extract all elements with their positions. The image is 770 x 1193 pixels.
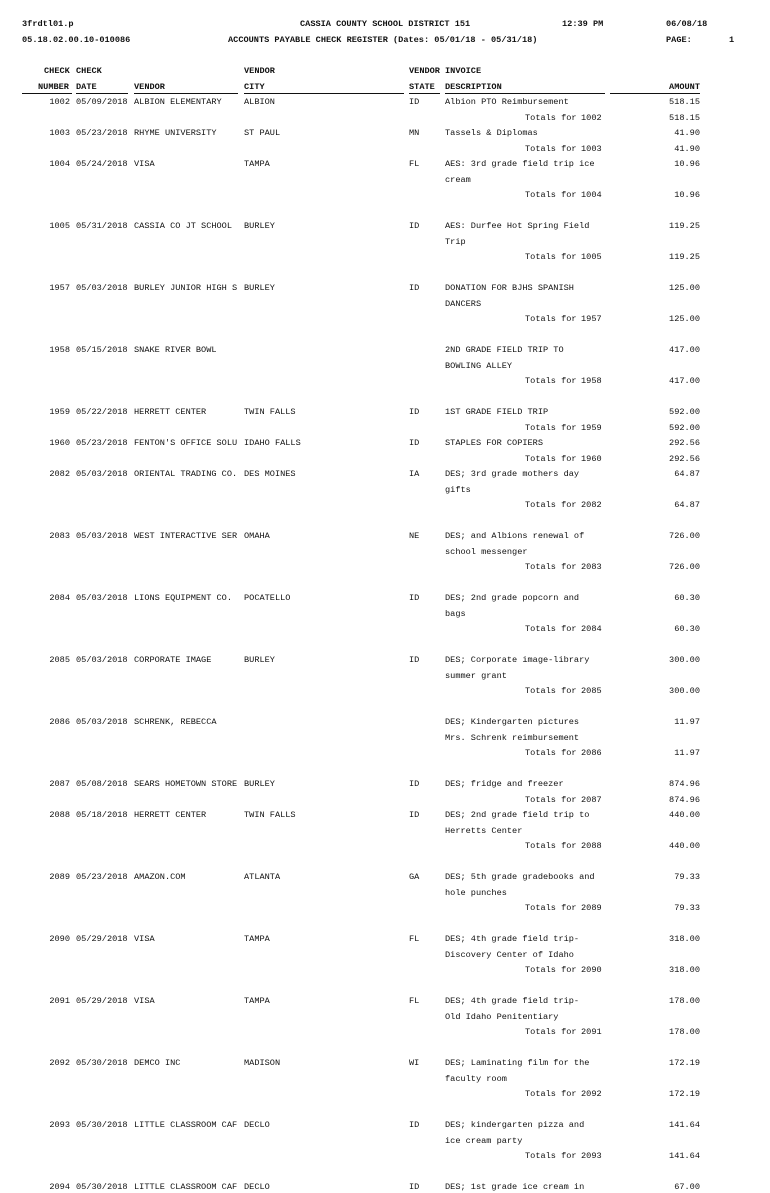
check-total: 318.00 — [669, 965, 700, 975]
check-date: 05/30/2018 — [76, 1182, 128, 1192]
vendor-state: GA — [409, 872, 420, 882]
check-amount: 178.00 — [669, 996, 700, 1006]
check-amount: 417.00 — [669, 345, 700, 355]
vendor-state: ID — [409, 438, 420, 448]
col-vendor: VENDOR — [134, 82, 165, 92]
check-number: 1004 — [49, 159, 70, 169]
invoice-description: gifts — [445, 484, 471, 495]
page-number: 1 — [729, 35, 735, 45]
check-total: 10.96 — [674, 190, 700, 200]
invoice-description: DES; 5th grade gradebooks and — [445, 872, 595, 882]
invoice-description: DES; 2nd grade field trip to — [445, 810, 590, 820]
check-date: 05/03/2018 — [76, 593, 128, 603]
check-total: 874.96 — [669, 794, 700, 805]
check-date: 05/03/2018 — [76, 283, 128, 293]
report-time: 12:39 PM — [562, 19, 604, 29]
invoice-description: DES; kindergarten pizza and — [445, 1120, 585, 1130]
vendor-state: ID — [409, 221, 420, 231]
check-total: 440.00 — [669, 841, 700, 851]
vendor-state: ID — [409, 1182, 420, 1192]
vendor-name: CASSIA CO JT SCHOOL — [134, 221, 232, 231]
check-number: 1002 — [49, 97, 70, 107]
totals-label: Totals for — [525, 453, 577, 464]
check-amount: 300.00 — [669, 655, 700, 665]
vendor-city: TAMPA — [244, 159, 270, 169]
col-city: CITY — [244, 82, 265, 92]
invoice-description: Albion PTO Reimbursement — [445, 97, 569, 107]
vendor-name: HERRETT CENTER — [134, 810, 207, 820]
check-date: 05/15/2018 — [76, 345, 128, 355]
check-date: 05/29/2018 — [76, 934, 128, 944]
header-rule — [610, 93, 700, 94]
header-rule — [244, 93, 404, 94]
totals-label: Totals for — [525, 500, 577, 510]
vendor-state: ID — [409, 407, 420, 417]
invoice-description: summer grant — [445, 670, 507, 681]
check-amount: 79.33 — [674, 872, 700, 882]
totals-check-number: 1958 — [581, 376, 602, 386]
totals-check-number: 1005 — [581, 252, 602, 262]
check-date: 05/22/2018 — [76, 407, 128, 417]
invoice-description: school messenger — [445, 546, 528, 557]
check-date: 05/03/2018 — [76, 655, 128, 665]
check-amount: 874.96 — [669, 779, 700, 789]
check-number: 1957 — [49, 283, 70, 293]
totals-label: Totals for — [525, 190, 577, 200]
invoice-description: ice cream party — [445, 1135, 523, 1146]
vendor-name: LITTLE CLASSROOM CAF — [134, 1182, 238, 1192]
totals-check-number: 2091 — [581, 1027, 602, 1037]
totals-check-number: 2089 — [581, 903, 602, 913]
totals-label: Totals for — [525, 1151, 577, 1161]
check-date: 05/23/2018 — [76, 872, 128, 882]
vendor-state: ID — [409, 810, 420, 820]
invoice-description: Herretts Center — [445, 825, 523, 836]
totals-label: Totals for — [525, 1089, 577, 1099]
invoice-description: cream — [445, 174, 471, 185]
check-amount: 518.15 — [669, 97, 700, 107]
invoice-description: hole punches — [445, 887, 507, 898]
check-amount: 141.64 — [669, 1120, 700, 1130]
totals-label: Totals for — [525, 562, 577, 572]
invoice-description: DES; 1st grade ice cream in — [445, 1182, 585, 1192]
check-date: 05/30/2018 — [76, 1120, 128, 1130]
vendor-state: ID — [409, 283, 420, 293]
check-number: 1005 — [49, 221, 70, 231]
totals-label: Totals for — [525, 1027, 577, 1037]
vendor-state: ID — [409, 1120, 420, 1130]
check-date: 05/29/2018 — [76, 996, 128, 1006]
check-total: 417.00 — [669, 376, 700, 386]
vendor-state: ID — [409, 655, 420, 665]
invoice-description: DANCERS — [445, 298, 482, 309]
col-invoice-top: INVOICE — [445, 66, 482, 76]
check-total: 79.33 — [674, 903, 700, 913]
vendor-city: POCATELLO — [244, 593, 291, 603]
header-rule — [445, 93, 605, 94]
invoice-description: faculty room — [445, 1073, 507, 1084]
totals-label: Totals for — [525, 748, 577, 758]
report-title: ACCOUNTS PAYABLE CHECK REGISTER (Dates: 05/01/18 - 05/31/18) — [228, 35, 538, 45]
invoice-description: 1ST GRADE FIELD TRIP — [445, 407, 549, 417]
vendor-state: FL — [409, 934, 420, 944]
check-number: 1960 — [49, 438, 70, 448]
totals-label: Totals for — [525, 794, 577, 805]
totals-check-number: 2082 — [581, 500, 602, 510]
vendor-name: FENTON'S OFFICE SOLU — [134, 438, 238, 448]
check-number: 2082 — [49, 469, 70, 479]
totals-label: Totals for — [525, 112, 577, 123]
vendor-city: ATLANTA — [244, 872, 281, 882]
vendor-name: BURLEY JUNIOR HIGH S — [134, 283, 238, 293]
invoice-description: Trip — [445, 236, 466, 247]
invoice-description: STAPLES FOR COPIERS — [445, 438, 543, 448]
check-number: 2094 — [49, 1182, 70, 1192]
vendor-name: SNAKE RIVER BOWL — [134, 345, 217, 355]
check-date: 05/03/2018 — [76, 717, 128, 727]
invoice-description: AES: Durfee Hot Spring Field — [445, 221, 590, 231]
col-check-top-2: CHECK — [76, 66, 102, 76]
check-date: 05/23/2018 — [76, 438, 128, 448]
vendor-state: MN — [409, 128, 420, 138]
vendor-name: VISA — [134, 996, 155, 1006]
invoice-description: DES; and Albions renewal of — [445, 531, 585, 541]
check-total: 172.19 — [669, 1089, 700, 1099]
totals-label: Totals for — [525, 143, 577, 154]
totals-label: Totals for — [525, 422, 577, 433]
totals-label: Totals for — [525, 841, 577, 851]
vendor-name: WEST INTERACTIVE SER — [134, 531, 238, 541]
col-number: NUMBER — [38, 82, 69, 92]
invoice-description: Mrs. Schrenk reimbursement — [445, 732, 580, 743]
col-description: DESCRIPTION — [445, 82, 502, 92]
check-amount: 172.19 — [669, 1058, 700, 1068]
invoice-description: AES: 3rd grade field trip ice — [445, 159, 595, 169]
invoice-description: DES; Corporate image-library — [445, 655, 590, 665]
vendor-state: FL — [409, 159, 420, 169]
vendor-name: ORIENTAL TRADING CO. — [134, 469, 238, 479]
check-amount: 125.00 — [669, 283, 700, 293]
check-total: 178.00 — [669, 1027, 700, 1037]
totals-label: Totals for — [525, 624, 577, 634]
invoice-description: DONATION FOR BJHS SPANISH — [445, 283, 574, 293]
vendor-name: LIONS EQUIPMENT CO. — [134, 593, 232, 603]
check-total: 518.15 — [669, 112, 700, 123]
vendor-city: DES MOINES — [244, 469, 296, 479]
totals-label: Totals for — [525, 252, 577, 262]
check-number: 2089 — [49, 872, 70, 882]
totals-check-number: 2093 — [581, 1151, 602, 1161]
vendor-name: AMAZON.COM — [134, 872, 186, 882]
vendor-city: DECLO — [244, 1120, 270, 1130]
check-date: 05/08/2018 — [76, 779, 128, 789]
col-amount: AMOUNT — [669, 82, 700, 92]
program-name: 3frdtl01.p — [22, 19, 74, 29]
vendor-name: VISA — [134, 159, 155, 169]
check-total: 141.64 — [669, 1151, 700, 1161]
check-number: 2086 — [49, 717, 70, 727]
header-rule — [76, 93, 128, 94]
vendor-city: TWIN FALLS — [244, 810, 296, 820]
totals-check-number: 2086 — [581, 748, 602, 758]
totals-label: Totals for — [525, 686, 577, 696]
col-vendor-city-top: VENDOR — [244, 66, 275, 76]
vendor-city: MADISON — [244, 1058, 281, 1068]
check-number: 1958 — [49, 345, 70, 355]
invoice-description: DES; 4th grade field trip- — [445, 996, 580, 1006]
invoice-description: DES; 3rd grade mothers day — [445, 469, 580, 479]
check-total: 592.00 — [669, 422, 700, 433]
totals-label: Totals for — [525, 903, 577, 913]
check-date: 05/03/2018 — [76, 469, 128, 479]
invoice-description: Tassels & Diplomas — [445, 128, 538, 138]
invoice-description: BOWLING ALLEY — [445, 360, 513, 371]
vendor-city: ST PAUL — [244, 128, 281, 138]
check-amount: 292.56 — [669, 438, 700, 448]
invoice-description: Discovery Center of Idaho — [445, 949, 574, 960]
totals-label: Totals for — [525, 314, 577, 324]
check-total: 64.87 — [674, 500, 700, 510]
vendor-name: LITTLE CLASSROOM CAF — [134, 1120, 238, 1130]
check-amount: 67.00 — [674, 1182, 700, 1192]
invoice-description: DES; fridge and freezer — [445, 779, 564, 789]
invoice-description: 2ND GRADE FIELD TRIP TO — [445, 345, 564, 355]
totals-label: Totals for — [525, 965, 577, 975]
check-total: 726.00 — [669, 562, 700, 572]
vendor-city: OMAHA — [244, 531, 270, 541]
check-number: 2092 — [49, 1058, 70, 1068]
vendor-city: ALBION — [244, 97, 275, 107]
check-date: 05/03/2018 — [76, 531, 128, 541]
vendor-state: FL — [409, 996, 420, 1006]
check-total: 11.97 — [674, 748, 700, 758]
totals-label: Totals for — [525, 376, 577, 386]
check-number: 2088 — [49, 810, 70, 820]
vendor-state: NE — [409, 531, 420, 541]
vendor-state: ID — [409, 593, 420, 603]
vendor-city: BURLEY — [244, 221, 275, 231]
check-amount: 119.25 — [669, 221, 700, 231]
page-label: PAGE: — [666, 35, 692, 45]
check-total: 119.25 — [669, 252, 700, 262]
invoice-description: DES; Kindergarten pictures — [445, 717, 580, 727]
vendor-name: ALBION ELEMENTARY — [134, 97, 222, 107]
vendor-city: BURLEY — [244, 283, 275, 293]
check-total: 60.30 — [674, 624, 700, 634]
check-amount: 60.30 — [674, 593, 700, 603]
header-rule — [409, 93, 440, 94]
totals-check-number: 1957 — [581, 314, 602, 324]
report-date: 06/08/18 — [666, 19, 708, 29]
vendor-name: HERRETT CENTER — [134, 407, 207, 417]
vendor-name: SCHRENK, REBECCA — [134, 717, 217, 727]
check-total: 125.00 — [669, 314, 700, 324]
header-rule — [134, 93, 238, 94]
vendor-state: ID — [409, 97, 420, 107]
check-number: 1959 — [49, 407, 70, 417]
check-date: 05/30/2018 — [76, 1058, 128, 1068]
vendor-name: SEARS HOMETOWN STORE — [134, 779, 238, 789]
col-date: DATE — [76, 82, 97, 92]
check-number: 2091 — [49, 996, 70, 1006]
totals-check-number: 2090 — [581, 965, 602, 975]
col-check-top: CHECK — [44, 66, 70, 76]
invoice-description: DES; 2nd grade popcorn and — [445, 593, 580, 603]
header-rule — [22, 93, 72, 94]
vendor-city: BURLEY — [244, 779, 275, 789]
check-amount: 440.00 — [669, 810, 700, 820]
totals-check-number: 1003 — [581, 143, 602, 154]
check-total: 41.90 — [674, 143, 700, 154]
check-date: 05/09/2018 — [76, 97, 128, 107]
check-amount: 592.00 — [669, 407, 700, 417]
check-number: 2087 — [49, 779, 70, 789]
check-amount: 726.00 — [669, 531, 700, 541]
check-total: 300.00 — [669, 686, 700, 696]
vendor-state: IA — [409, 469, 420, 479]
invoice-description: Old Idaho Penitentiary — [445, 1011, 559, 1022]
col-vendor-state-top: VENDOR — [409, 66, 440, 76]
totals-check-number: 2092 — [581, 1089, 602, 1099]
totals-check-number: 2087 — [581, 794, 602, 805]
totals-check-number: 1959 — [581, 422, 602, 433]
totals-check-number: 2084 — [581, 624, 602, 634]
col-state: STATE — [409, 82, 435, 92]
check-number: 2084 — [49, 593, 70, 603]
check-date: 05/23/2018 — [76, 128, 128, 138]
check-amount: 11.97 — [674, 717, 700, 727]
totals-check-number: 2088 — [581, 841, 602, 851]
check-number: 2083 — [49, 531, 70, 541]
vendor-state: WI — [409, 1058, 420, 1068]
check-number: 2093 — [49, 1120, 70, 1130]
check-amount: 64.87 — [674, 469, 700, 479]
invoice-description: DES; Laminating film for the — [445, 1058, 590, 1068]
organization-name: CASSIA COUNTY SCHOOL DISTRICT 151 — [300, 19, 471, 29]
vendor-name: RHYME UNIVERSITY — [134, 128, 217, 138]
vendor-city: DECLO — [244, 1182, 270, 1192]
invoice-description: bags — [445, 608, 466, 619]
check-date: 05/31/2018 — [76, 221, 128, 231]
vendor-city: TWIN FALLS — [244, 407, 296, 417]
vendor-city: BURLEY — [244, 655, 275, 665]
invoice-description: DES; 4th grade field trip- — [445, 934, 580, 944]
check-amount: 318.00 — [669, 934, 700, 944]
totals-check-number: 2085 — [581, 686, 602, 696]
vendor-city: TAMPA — [244, 996, 270, 1006]
vendor-state: ID — [409, 779, 420, 789]
program-version: 05.18.02.00.10-010086 — [22, 35, 131, 45]
vendor-city: TAMPA — [244, 934, 270, 944]
check-date: 05/18/2018 — [76, 810, 128, 820]
vendor-city: IDAHO FALLS — [244, 438, 301, 448]
totals-check-number: 1960 — [581, 453, 602, 464]
totals-check-number: 1002 — [581, 112, 602, 123]
check-amount: 10.96 — [674, 159, 700, 169]
totals-check-number: 2083 — [581, 562, 602, 572]
vendor-name: VISA — [134, 934, 155, 944]
vendor-name: DEMCO INC — [134, 1058, 181, 1068]
check-date: 05/24/2018 — [76, 159, 128, 169]
check-number: 1003 — [49, 128, 70, 138]
check-number: 2085 — [49, 655, 70, 665]
check-amount: 41.90 — [674, 128, 700, 138]
check-total: 292.56 — [669, 453, 700, 464]
totals-check-number: 1004 — [581, 190, 602, 200]
vendor-name: CORPORATE IMAGE — [134, 655, 212, 665]
check-number: 2090 — [49, 934, 70, 944]
